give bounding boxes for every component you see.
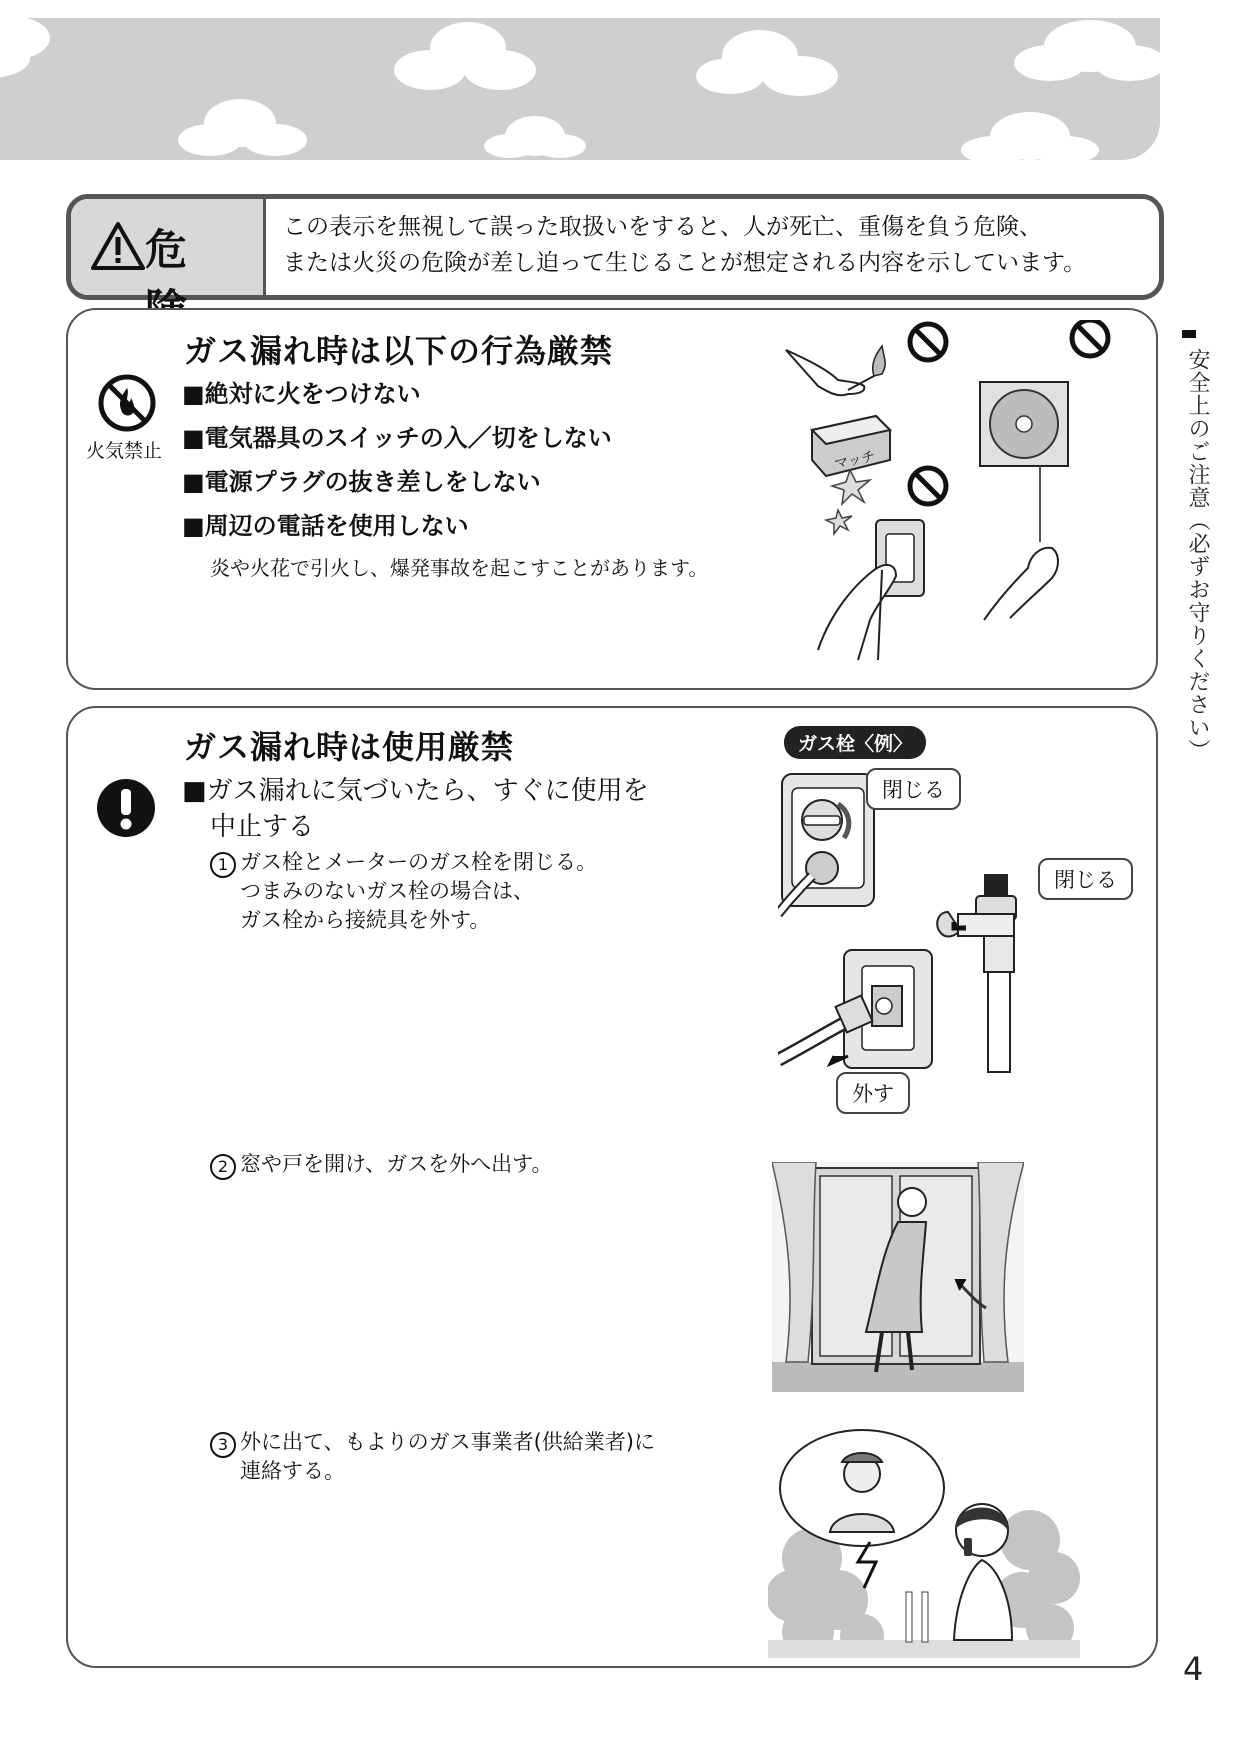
danger-label-cell (71, 199, 266, 295)
step1-number: 1 (210, 852, 236, 878)
section-gas-leak (66, 706, 1158, 1668)
section1-item-1: ■絶対に火をつけない (182, 380, 421, 408)
danger-notice-box (66, 194, 1164, 300)
page-number: 4 (1183, 1650, 1204, 1688)
section2-bullet-line1: ■ガス漏れに気づいたら、すぐに使用を (182, 776, 649, 806)
no-fire-icon (98, 374, 156, 432)
step1-line3: ガス栓から接続具を外す。 (240, 908, 491, 932)
danger-text-line2: または火災の危険が差し迫って生じることが想定される内容を示しています。 (283, 250, 1087, 276)
step2-number: 2 (210, 1154, 236, 1180)
section1-note: 炎や火花で引火し、爆発事故を起こすことがあります。 (210, 556, 709, 580)
prohibited-sign-3-icon (1072, 320, 1108, 356)
section1-item-4: ■周辺の電話を使用しない (182, 512, 469, 540)
side-tab-marker (1182, 330, 1196, 338)
step1-line2: つまみのないガス栓の場合は、 (240, 879, 534, 903)
side-tab-text: 安全上のご注意（必ずお守りください） (1185, 348, 1210, 762)
cloud-decoration (0, 18, 1160, 160)
gas-valve-example-tag: ガス栓〈例〉 (784, 726, 926, 759)
prohibited-actions-illustration (778, 320, 1138, 680)
danger-label: 危 (145, 225, 198, 274)
section1-heading: ガス漏れ時は以下の行為厳禁 (184, 332, 614, 370)
section1-item-3: ■電源プラグの抜き差しをしない (182, 468, 541, 496)
step3-line2: 連絡する。 (240, 1459, 345, 1483)
section1-item-2: ■電気器具のスイッチの入／切をしない (182, 424, 612, 452)
step1-line1: ガス栓とメーターのガス栓を閉じる。 (240, 850, 597, 874)
phone-call-illustration (768, 1428, 1080, 1658)
header-cloud-band (0, 18, 1160, 160)
matchbox-label: マッチ (832, 447, 877, 472)
section-no-ignition (66, 308, 1158, 690)
step3-number: 3 (210, 1432, 236, 1458)
section2-bullet-line2: 中止する (210, 812, 315, 842)
step2-line: 窓や戸を開け、ガスを外へ出す。 (240, 1152, 553, 1176)
no-fire-label: 火気禁止 (86, 440, 163, 462)
callout-remove: 外す (836, 1072, 910, 1114)
open-window-illustration (772, 1162, 1024, 1392)
warning-triangle-icon (91, 221, 145, 271)
side-section-tab (1182, 330, 1210, 762)
callout-close-2: 閉じる (1038, 858, 1133, 900)
step3-line1: 外に出て、もよりのガス事業者(供給業者)に (240, 1430, 655, 1454)
section2-heading: ガス漏れ時は使用厳禁 (184, 728, 515, 766)
danger-text-line1: この表示を無視して誤った取扱いをすると、人が死亡、重傷を負う危険、 (283, 214, 1042, 240)
exclamation-icon (96, 778, 156, 838)
prohibited-sign-1-icon (910, 324, 946, 360)
gas-valve-illustration (778, 764, 1138, 1114)
callout-close-1: 閉じる (866, 768, 961, 810)
